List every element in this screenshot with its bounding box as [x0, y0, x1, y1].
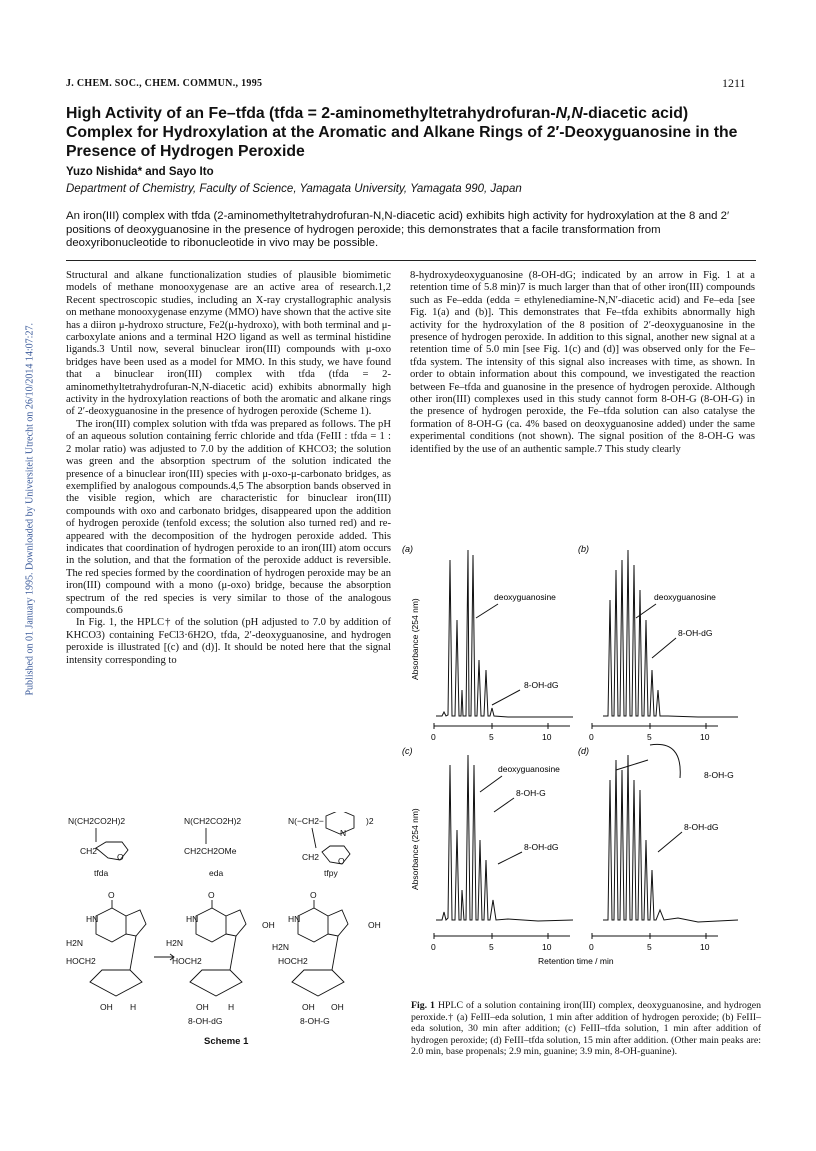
tick-label: 0: [589, 732, 594, 742]
atom-o: O: [310, 890, 317, 900]
tick-label: 10: [542, 732, 552, 742]
left-paragraph: The iron(III) complex solution with tfda was prepared as follows. The pH of an aqueous solution containing ferric chloride and tfda (FeIII : tfda = 1 : 2 molar ratio) was adjusted to 7.0 by the addition of KHCO3; the solution was green and the absorption spectrum of the solution indicated the presence of a binuclear iron(III) species with μ-oxo-μ-carbonato bridges, as exemplified by analogous compounds.4,5 The absorption bands observed in the visible region, which are characteristic for binuclear iron(III) compounds with oxo and carbonato bridges, disappeared upon the addition of hydrogen peroxide (tenfold excess; the solution also turned red) and re-appeared with the decomposition of the hydrogen peroxide added. This indicates that coordination of hydrogen peroxide to an iron(III) atom occurs in the solution, and that the formation of the peroxide adduct is reversible. The red species formed by the coordination of hydrogen peroxide may be an iron(III) compound with a mono (μ-oxo) bridge, because the absorption spectrum of the red species is very similar to those of the analogous compounds.6: [66, 418, 391, 616]
arrow-ohdg-b: [652, 638, 676, 658]
tick-label: 0: [589, 942, 594, 952]
scheme-caption: Scheme 1: [204, 1036, 249, 1047]
trace-a: [436, 550, 573, 717]
right-paragraph: 8-hydroxydeoxyguanosine (8-OH-dG; indicated by an arrow in Fig. 1 at a retention time of 5.8 min)7 is much larger than that of other iron(III) compounds such as Fe–edda (edda = ethylenediamine-N,N′-diacetic acid) and Fe–eda [see Fig. 1(a) and (b)]. This demonstrates that Fe–tfda exhibits abnormally high activity for the hydroxylation of the 8 position of 2′-deoxyguanosine in the presence of hydrogen peroxide. In addition to this signal, another new signal at a retention time of 5.0 min [see Fig. 1(c) and (d)] was observed only for the Fe–tfda system. The intensity of this signal also increases with time, as shown. In order to obtain information about this compound, we investigated the reaction between Fe–tfda and guanosine in the presence of hydrogen peroxide. Although other iron(III) complexes used in this study cannot form 8-OH-G (8-OH-G) in the presence of hydrogen peroxide, the Fe–tfda solution can also catalyse the formation of 8-OH-G (ca. 4% based on deoxyguanosine added) under the same experimental conditions (not shown). The signal position of the 8-OH-G was identified by the use of an authentic sample.7 This study clearly: [410, 270, 755, 455]
tfda-ch2: CH2: [80, 846, 98, 856]
y-axis-label-bottom: Absorbance (254 nm): [410, 808, 420, 890]
atom-h2n: H2N: [66, 938, 84, 948]
atom-oh: OH: [100, 1002, 113, 1012]
tick-label: 5: [647, 942, 652, 952]
tick-label: 5: [647, 732, 652, 742]
atom-h2n: H2N: [272, 942, 290, 952]
ligand-label-tfpy: tfpy: [324, 868, 338, 878]
arrow-ohdg-a: [492, 690, 520, 705]
atom-oh: OH: [196, 1002, 209, 1012]
arrow-deoxyguanosine-c: [480, 776, 502, 792]
atom-o: O: [208, 890, 215, 900]
right-column: [410, 270, 755, 456]
eda-ch2ch2ome: CH2CH2OMe: [184, 846, 237, 856]
tick-label: 10: [542, 942, 552, 952]
sugar-ring: [90, 970, 142, 996]
atom-hoch2: HOCH2: [278, 956, 308, 966]
tfpy-group-suffix: )2: [366, 816, 374, 826]
tick-label: 5: [489, 942, 494, 952]
peak-label-deoxyguanosine-b: deoxyguanosine: [654, 592, 716, 602]
tick-label: 10: [700, 732, 710, 742]
header-rule: [66, 260, 756, 261]
atom-o: O: [108, 890, 115, 900]
figure-caption: [411, 1000, 761, 1058]
peak-label-ohdg-b: 8-OH-dG: [678, 628, 713, 638]
hplc-figure: [398, 540, 758, 970]
arrow-ohg-c: [494, 798, 514, 812]
atom-hoch2: HOCH2: [66, 956, 96, 966]
peak-label-ohdg-c: 8-OH-dG: [524, 842, 559, 852]
tick-label: 5: [489, 732, 494, 742]
abstract: An iron(III) complex with tfda (2-aminomethyltetrahydrofuran-N,N-diacetic acid) exhibits high activity for hydroxylation at the 8 and 2′ positions of deoxyguanosine in the presence of hydrogen peroxide; this demonstrates that a facile transformation from deoxyribonucleotide to ribonucleotide in vivo may be possible.: [66, 210, 730, 250]
tick-label: 0: [431, 732, 436, 742]
ligand-label-eda: eda: [209, 868, 224, 878]
atom-oh: OH: [331, 1002, 344, 1012]
trace-c: [436, 755, 573, 921]
left-paragraph: Structural and alkane functionalization studies of plausible biomimetic models of methane monooxygenase are an active area of research.1,2 Recent spectroscopic studies, including an X-ray crystallographic analysis on methane monooxygenase enzyme (MMO) have shown that the active site has a diiron μ-hydroxo structure, Fe2(μ-hydroxo), with both terminal and μ-carboxylate anions and a terminal H2O ligand as well as terminal histidine ligands.3 Until now, several binuclear iron(III) compounds with μ-oxo bridges have been used as a model for MMO. In this study, we have found that a binuclear iron(III) complex with tfda (tfda = 2-aminomethyltetrahydrofuran-N,N-diacetic acid) exhibits abnormally high activity in the hydroxylation reactions of both the aromatic and alkane rings of 2′-deoxyguanosine in the presence of hydrogen peroxide (Scheme 1).: [66, 270, 391, 418]
eda-group: N(CH2CO2H)2: [184, 816, 242, 826]
peak-label-deoxyguanosine-c: deoxyguanosine: [498, 764, 560, 774]
peak-label-ohg-c: 8-OH-G: [516, 788, 546, 798]
x-axis-label: Retention time / min: [538, 956, 614, 966]
arrow-ohdg-d: [658, 832, 682, 852]
atom-oh: OH: [302, 1002, 315, 1012]
trace-b: [603, 550, 738, 717]
download-watermark: Published on 01 January 1995. Downloaded by Universiteit Utrecht on 26/10/2014 14:07:27.: [24, 323, 36, 696]
authors: Yuzo Nishida* and Sayo Ito: [66, 166, 214, 178]
arrow-deoxyguanosine-b: [636, 604, 656, 618]
atom-h: H: [130, 1002, 137, 1012]
peak-label-ohdg-d: 8-OH-dG: [684, 822, 719, 832]
atom-hoch2: HOCH2: [172, 956, 202, 966]
purine-ring: [298, 908, 348, 942]
peak-label-ohg-d: 8-OH-G: [704, 770, 734, 780]
tfpy-ring-o: O: [338, 856, 345, 866]
arrow-ohdg-c: [498, 852, 522, 864]
tfpy-ch2: CH2: [302, 852, 320, 862]
tfpy-thf-ring: [322, 846, 350, 864]
atom-hn: HN: [86, 914, 99, 924]
affiliation: Department of Chemistry, Faculty of Science, Yamagata University, Yamagata 990, Japan: [66, 183, 522, 195]
tfda-group: N(CH2CO2H)2: [68, 816, 126, 826]
panel-label-b: (b): [578, 544, 589, 554]
y-axis-label-top: Absorbance (254 nm): [410, 598, 420, 680]
page-number: 1211: [722, 76, 746, 90]
nucleoside-label-8-oh-g: 8-OH-G: [300, 1016, 330, 1026]
scheme-1: [66, 812, 396, 1052]
left-column: [66, 270, 391, 667]
tick-label: 0: [431, 942, 436, 952]
sugar-ring: [190, 970, 242, 996]
arrow-curve-d: [650, 744, 680, 778]
tick-label: 10: [700, 942, 710, 952]
panel-label-c: (c): [402, 746, 413, 756]
tfpy-pyridine-n: N: [340, 828, 347, 838]
caption-text: HPLC of a solution containing iron(III) complex, deoxyguanosine, and hydrogen peroxide.† (a) FeIII–eda solution, 1 min after addition of hydrogen peroxide; (b) FeIII–eda solution, 30 min after addition; (c) FeIII–tfda solution, 1 min after addition of hydrogen peroxide; (d) FeIII–tfda solution, 15 min after addition. (Other main peaks are: 2.0 min, base propenals; 2.9 min, guanine; 3.9 min, 8-OH-guanine).: [411, 1000, 762, 1058]
atom-oh: OH: [368, 920, 381, 930]
left-paragraph: In Fig. 1, the HPLC† of the solution (pH adjusted to 7.0 by addition of KHCO3) containing FeCl3·6H2O, tfda, 2′-deoxyguanosine, and hydrogen peroxide is illustrated [(c) and (d)]. It should be noted here that the signal intensity corresponding to: [66, 617, 391, 666]
article-title: [66, 104, 756, 161]
tfda-ring-o: O: [117, 852, 124, 862]
ligand-label-tfda: tfda: [94, 868, 109, 878]
purine-ring: [196, 908, 246, 942]
atom-hn: HN: [288, 914, 301, 924]
journal-header: J. CHEM. SOC., CHEM. COMMUN., 1995: [66, 78, 263, 89]
atom-h2n: H2N: [166, 938, 184, 948]
title-nn: N,N: [555, 105, 583, 122]
atom-h: H: [228, 1002, 235, 1012]
peak-label-deoxyguanosine-a: deoxyguanosine: [494, 592, 556, 602]
purine-ring: [96, 908, 146, 942]
tfpy-group: N(−CH2−: [288, 816, 324, 826]
sugar-ring: [292, 970, 344, 996]
peak-label-ohdg-a: 8-OH-dG: [524, 680, 559, 690]
title-part-1: High Activity of an Fe–tfda (tfda = 2-aminomethyltetrahydrofuran-: [66, 105, 556, 122]
atom-hn: HN: [186, 914, 199, 924]
title-part-2: -diacetic acid) Complex for Hydroxylation at the Aromatic and Alkane Rings of 2′-Deoxyguanosine in the Presence of Hydrogen Peroxide: [66, 105, 738, 160]
panel-label-a: (a): [402, 544, 413, 554]
arrow-deoxyguanosine-a: [476, 604, 498, 618]
panel-label-d: (d): [578, 746, 589, 756]
trace-d: [603, 755, 738, 922]
nucleoside-label-8-oh-dg: 8-OH-dG: [188, 1016, 223, 1026]
caption-label: Fig. 1: [411, 1000, 435, 1011]
arrow-to-d: [616, 760, 648, 770]
atom-oh: OH: [262, 920, 275, 930]
